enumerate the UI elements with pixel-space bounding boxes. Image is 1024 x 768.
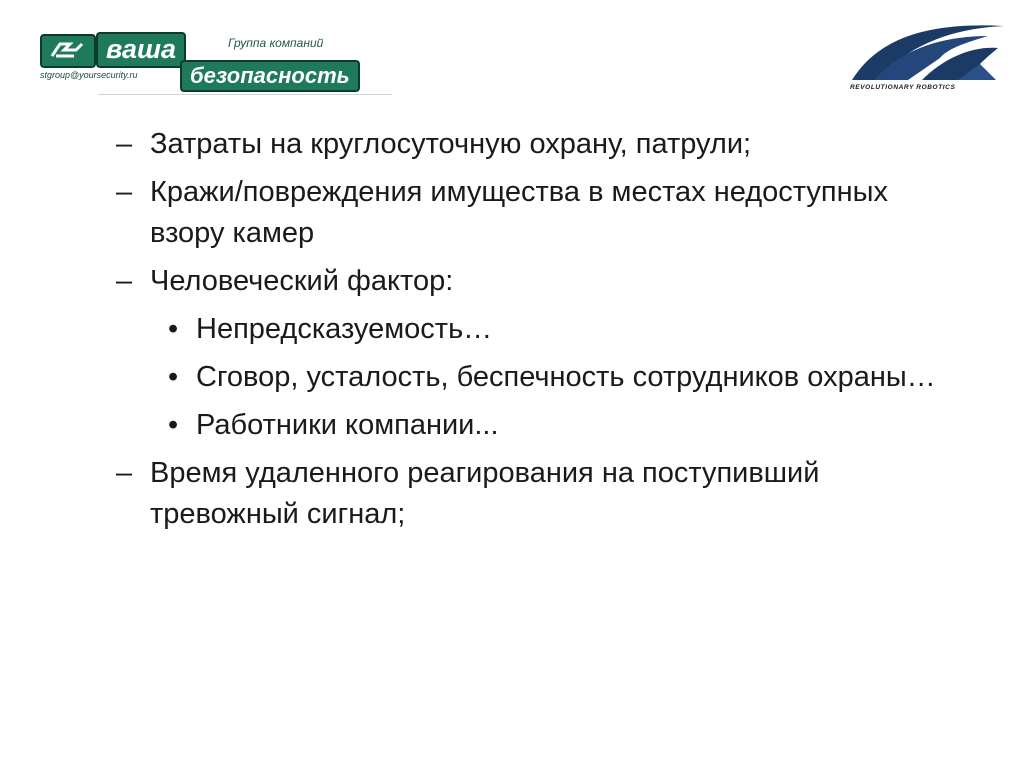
bullet-marker: • (168, 313, 179, 345)
logo-divider (98, 94, 392, 95)
logo-email: stgroup@yoursecurity.ru (40, 70, 138, 80)
list-item (0, 172, 1024, 254)
list-item (0, 261, 1024, 302)
list-item-text: Кражи/повреждения имущества в местах недоступных взору камер (150, 176, 888, 249)
sub-list-item (0, 309, 1024, 350)
dash-marker: – (116, 128, 133, 160)
logo-word-vasha: ваша (96, 32, 186, 68)
company-logo-left (38, 30, 358, 92)
logo-group-label: Группа компаний (228, 36, 324, 50)
logo-caption: REVOLUTIONARY ROBOTICS (850, 84, 956, 91)
shield-icon (40, 34, 96, 68)
revolutionary-robotics-logo (848, 18, 1008, 100)
logo-word-bezopasnost: безопасность (180, 60, 360, 92)
list-item (0, 453, 1024, 535)
rr-logo-icon (848, 18, 1008, 84)
list-item-text: Человеческий фактор: (150, 265, 454, 297)
dash-marker: – (116, 176, 133, 208)
dash-marker: – (116, 265, 133, 297)
sub-list-item-text: Сговор, усталость, беспечность сотрудников охраны… (196, 361, 936, 393)
sub-list-item-text: Непредсказуемость… (196, 313, 493, 345)
list-item (0, 124, 1024, 165)
list-item-text: Время удаленного реагирования на поступивший тревожный сигнал; (150, 457, 820, 530)
list-item-text: Затраты на круглосуточную охрану, патрули; (150, 128, 752, 160)
bullet-list (0, 124, 1024, 542)
sub-list-item (0, 357, 1024, 398)
bullet-marker: • (168, 409, 179, 441)
sub-list-item-text: Работники компании... (196, 409, 499, 441)
dash-marker: – (116, 457, 133, 489)
sub-list-item (0, 405, 1024, 446)
bullet-marker: • (168, 361, 179, 393)
